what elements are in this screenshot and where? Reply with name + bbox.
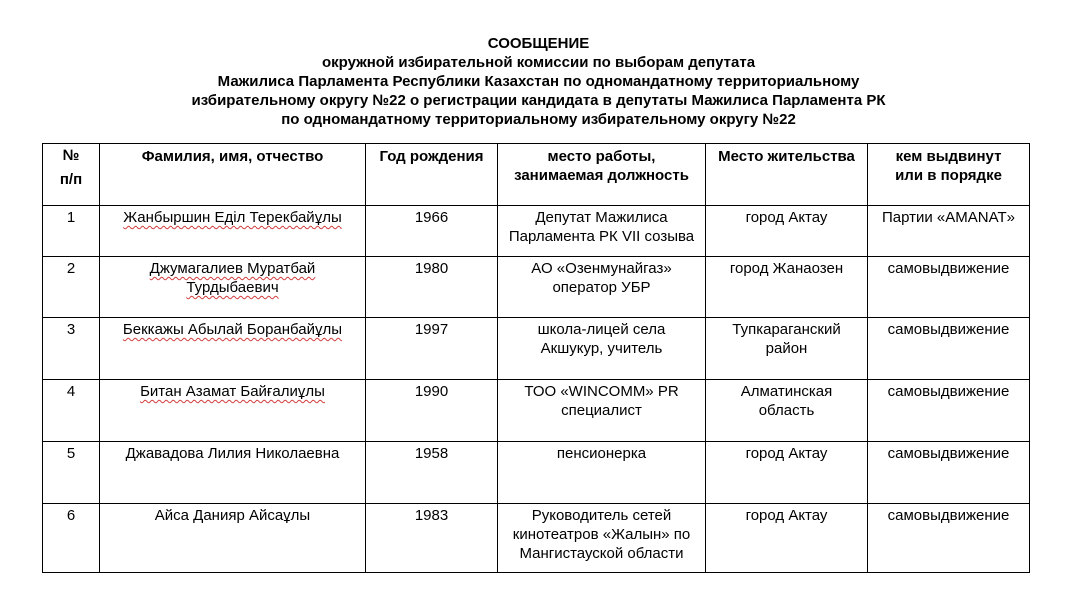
cell-work: пенсионерка (498, 442, 706, 504)
cell-num: 5 (43, 442, 100, 504)
candidates-table (42, 143, 1030, 573)
cell-birth-year: 1983 (366, 504, 498, 573)
cell-name: Джавадова Лилия Николаевна (100, 442, 366, 504)
cell-residence: город Жанаозен (706, 257, 868, 318)
cell-birth-year: 1997 (366, 318, 498, 380)
header-num: № п/п (43, 144, 100, 206)
cell-work: АО «Озенмунайгаз» оператор УБР (498, 257, 706, 318)
table-row (43, 257, 1030, 318)
cell-nominated: самовыдвижение (868, 257, 1030, 318)
table-row (43, 318, 1030, 380)
heading-line: Мажилиса Парламента Республики Казахстан по одномандатному территориальному (217, 73, 860, 90)
cell-num: 2 (43, 257, 100, 318)
table-row (43, 380, 1030, 442)
cell-name: Беккажы Абылай Боранбайұлы (100, 318, 366, 380)
heading-line: по одномандатному территориальному избирательному округу №22 (281, 111, 796, 128)
heading-title: СООБЩЕНИЕ (487, 35, 590, 52)
cell-nominated: самовыдвижение (868, 442, 1030, 504)
header-name: Фамилия, имя, отчество (100, 144, 366, 206)
cell-name: Жанбыршин Еділ Терекбайұлы (100, 206, 366, 257)
cell-nominated: самовыдвижение (868, 318, 1030, 380)
cell-name: Айса Данияр Айсаұлы (100, 504, 366, 573)
header-residence: Место жительства (706, 144, 868, 206)
cell-nominated: самовыдвижение (868, 504, 1030, 573)
cell-birth-year: 1966 (366, 206, 498, 257)
table-row (43, 206, 1030, 257)
cell-num: 1 (43, 206, 100, 257)
cell-num: 6 (43, 504, 100, 573)
heading-line: избирательному округу №22 о регистрации кандидата в депутаты Мажилиса Парламента РК (191, 92, 886, 109)
cell-name: Битан Азамат Байғалиұлы (100, 380, 366, 442)
header-nominated: кем выдвинут или в порядке (868, 144, 1030, 206)
cell-residence: Тупкараганский район (706, 318, 868, 380)
cell-work: Руководитель сетей кинотеатров «Жалын» по Мангистауской области (498, 504, 706, 573)
cell-name: Джумагалиев Муратбай Турдыбаевич (100, 257, 366, 318)
cell-residence: город Актау (706, 504, 868, 573)
cell-work: Депутат Мажилиса Парламента РК VII созыва (498, 206, 706, 257)
table-header-row (43, 144, 1030, 206)
cell-residence: Алматинская область (706, 380, 868, 442)
cell-birth-year: 1958 (366, 442, 498, 504)
cell-birth-year: 1990 (366, 380, 498, 442)
header-work: место работы, занимаемая должность (498, 144, 706, 206)
cell-nominated: Партии «AMANAT» (868, 206, 1030, 257)
cell-nominated: самовыдвижение (868, 380, 1030, 442)
cell-birth-year: 1980 (366, 257, 498, 318)
cell-num: 4 (43, 380, 100, 442)
cell-num: 3 (43, 318, 100, 380)
table-row (43, 442, 1030, 504)
cell-work: ТОО «WINCOMM» PR специалист (498, 380, 706, 442)
cell-residence: город Актау (706, 206, 868, 257)
document-heading (0, 34, 1077, 129)
table-row (43, 504, 1030, 573)
header-birth-year: Год рождения (366, 144, 498, 206)
cell-work: школа-лицей села Акшукур, учитель (498, 318, 706, 380)
heading-line: окружной избирательной комиссии по выборам депутата (321, 54, 756, 71)
cell-residence: город Актау (706, 442, 868, 504)
